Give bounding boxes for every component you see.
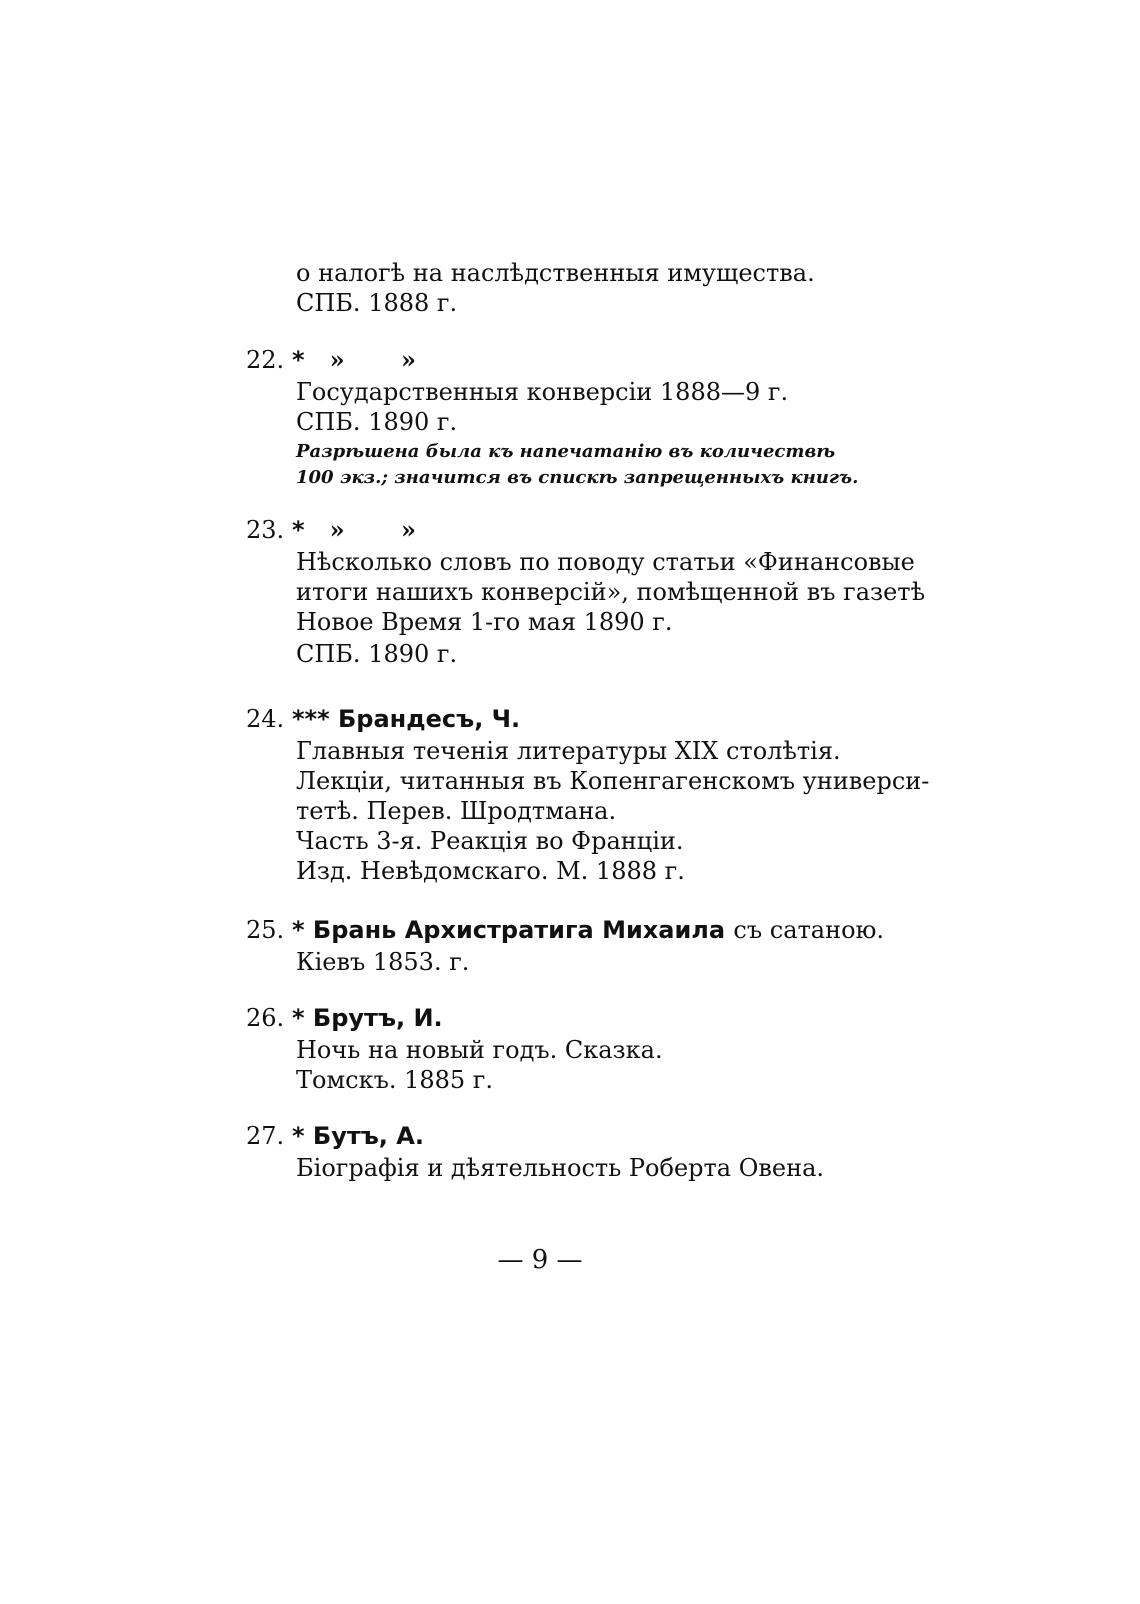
ditto-marks: » » <box>329 345 416 374</box>
entry-marker: * <box>292 1004 305 1032</box>
entry-author: Бутъ, А. <box>312 1122 424 1150</box>
entry-marker: * <box>292 1122 305 1150</box>
continuation-line: СПБ. 1888 г. <box>296 289 458 317</box>
entry-author: Брандесъ, Ч. <box>338 705 521 733</box>
entry-note: 100 экз.; значится въ спискѣ запрещенныхъ книгъ. <box>296 467 859 488</box>
entry-line: СПБ. 1890 г. <box>296 408 458 436</box>
entry-note: Разрѣшена была къ напечатанію въ количествѣ <box>296 441 836 462</box>
entry-marker: * <box>292 516 305 544</box>
entry-marker: *** <box>292 705 330 733</box>
entry-author: Брутъ, И. <box>312 1004 443 1032</box>
entry-line: Лекціи, читанныя въ Копенгагенскомъ универси- <box>296 767 930 795</box>
entry-number: 25. <box>246 916 285 944</box>
entry-heading <box>292 345 416 375</box>
entry-line: Новое Время 1-го мая 1890 г. <box>296 608 673 636</box>
page-number: — 9 — <box>497 1245 583 1275</box>
entry-line: тетѣ. Перев. Шродтмана. <box>296 797 617 825</box>
entry-heading <box>292 704 520 734</box>
entry-line: Томскъ. 1885 г. <box>296 1066 494 1094</box>
entry-heading <box>292 1003 443 1033</box>
entry-number: 22. <box>246 346 285 374</box>
entry-line: Государственныя конверсіи 1888—9 г. <box>296 378 789 406</box>
entry-line: Часть 3-я. Реакція во Франціи. <box>296 827 684 855</box>
entry-marker: * <box>292 346 305 374</box>
entry-heading <box>292 515 416 545</box>
entry-heading <box>292 1121 424 1151</box>
entry-marker: * <box>292 916 305 944</box>
entry-line: Кіевъ 1853. г. <box>296 948 470 976</box>
entry-number: 23. <box>246 516 285 544</box>
continuation-line: о налогѣ на наслѣдственныя имущества. <box>296 259 815 287</box>
entry-number: 24. <box>246 705 285 733</box>
entry-heading <box>292 915 884 945</box>
entry-line: Изд. Невѣдомскаго. М. 1888 г. <box>296 857 685 885</box>
entry-line: Біографія и дѣятельность Роберта Овена. <box>296 1154 825 1182</box>
entry-line: итоги нашихъ конверсій», помѣщенной въ газетѣ <box>296 578 926 606</box>
entry-line: Главныя теченія литературы XIX столѣтія. <box>296 737 841 765</box>
entry-number: 26. <box>246 1004 285 1032</box>
entry-title-rest: съ сатаною. <box>733 916 885 944</box>
entry-number: 27. <box>246 1122 285 1150</box>
ditto-marks: » » <box>329 515 416 544</box>
entry-line: Ночь на новый годъ. Сказка. <box>296 1036 663 1064</box>
entry-author: Брань Архистратига Михаила <box>312 916 726 944</box>
entry-line: СПБ. 1890 г. <box>296 640 458 668</box>
entry-line: Нѣсколько словъ по поводу статьи «Финансовые <box>296 548 915 576</box>
